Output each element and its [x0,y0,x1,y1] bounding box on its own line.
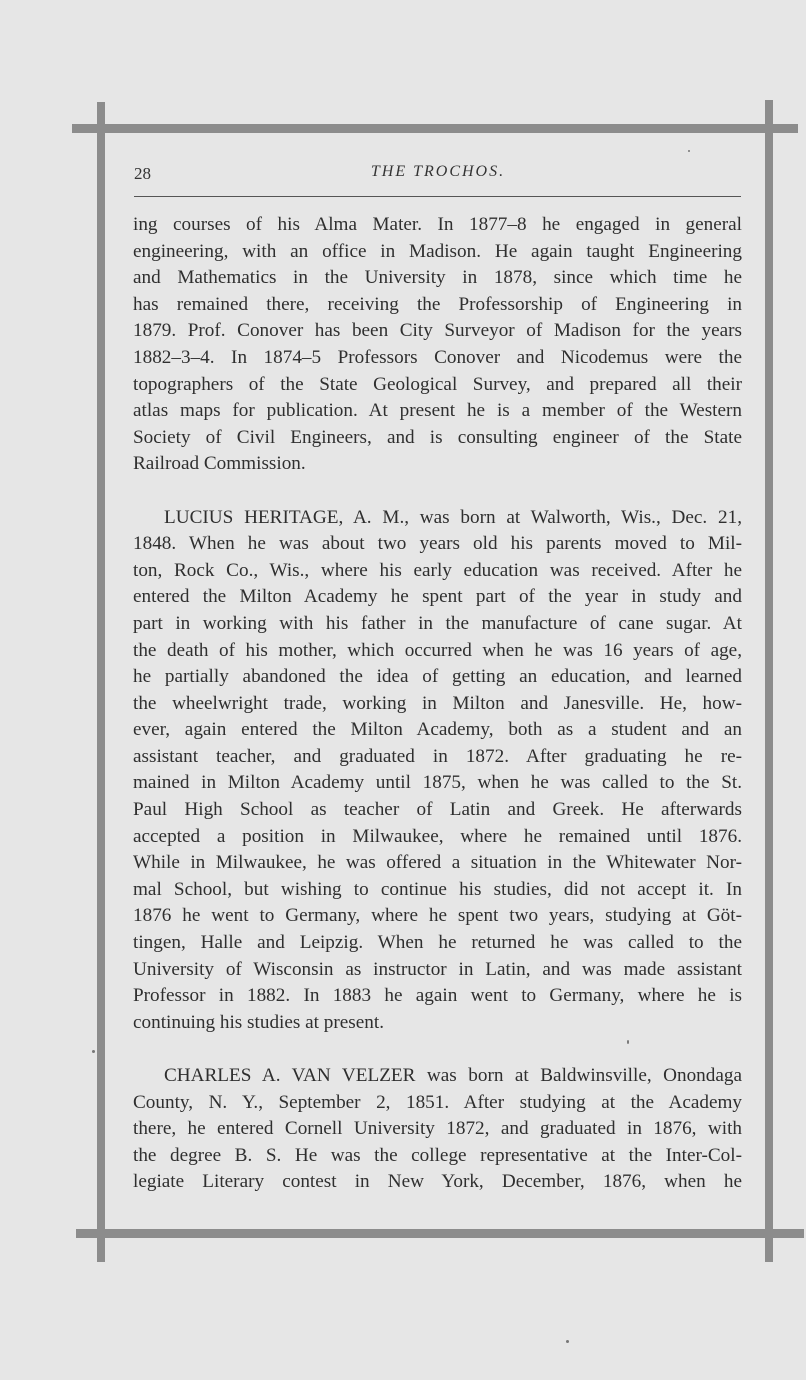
paragraph-van-velzer [133,1063,742,1196]
text-line: legiate Literary contest in New York, December, 1876, when he [133,1171,742,1193]
ink-speck [627,1040,629,1044]
top-border-rule [72,124,798,133]
text-line: LUCIUS HERITAGE, A. M., was born at Walworth, Wis., Dec. 21, [164,506,742,528]
header-rule [134,196,741,197]
left-border-rule [97,102,105,1262]
text-line: and Mathematics in the University in 1878, since which time he [133,267,742,289]
text-line: Professor in 1882. In 1883 he again went to Germany, where he is [133,985,742,1007]
text-line: the death of his mother, which occurred when he was 16 years of age, [133,639,742,661]
right-border-rule [765,100,773,1262]
paragraph-conover [133,212,742,478]
paragraph-heritage [133,505,742,1037]
running-title: THE TROCHOS. [370,163,506,180]
text-line: 1882–3–4. In 1874–5 Professors Conover and Nicodemus were the [133,346,742,368]
ink-speck [566,1340,569,1343]
text-line: Paul High School as teacher of Latin and Greek. He afterwards [133,799,742,821]
text-line: 1879. Prof. Conover has been City Surveyor of Madison for the years [133,320,742,342]
text-line: continuing his studies at present. [133,1011,385,1033]
text-line: CHARLES A. VAN VELZER was born at Baldwinsville, Onondaga [164,1065,742,1086]
text-line: there, he entered Cornell University 1872, and graduated in 1876, with [133,1118,742,1140]
text-line: engineering, with an office in Madison. He again taught Engineering [133,240,742,262]
ink-speck [92,1050,95,1053]
paragraph-gap [133,478,742,505]
text-line: University of Wisconsin as instructor in Latin, and was made assistant [133,958,742,980]
text-line: Railroad Commission. [133,453,306,475]
text-line: mained in Milton Academy until 1875, when he was called to the St. [133,772,742,794]
text-line: ing courses of his Alma Mater. In 1877–8 he engaged in general [133,214,742,235]
text-line: has remained there, receiving the Professorship of Engineering in [133,293,742,315]
text-line: the degree B. S. He was the college representative at the Inter-Col- [133,1144,742,1166]
text-line: he partially abandoned the idea of getting an education, and learned [133,666,742,688]
text-line: accepted a position in Milwaukee, where he remained until 1876. [133,825,742,847]
ink-speck [688,150,690,152]
text-line: mal School, but wishing to continue his studies, did not accept it. In [133,878,742,900]
text-line: part in working with his father in the manufacture of cane sugar. At [133,612,742,634]
text-line: assistant teacher, and graduated in 1872. After graduating he re- [133,745,742,767]
text-line: topographers of the State Geological Survey, and prepared all their [133,373,742,395]
text-line: 1848. When he was about two years old his parents moved to Mil- [133,533,742,555]
text-line: ton, Rock Co., Wis., where his early education was received. After he [133,559,742,581]
text-line: ever, again entered the Milton Academy, both as a student and an [133,719,742,741]
text-line: While in Milwaukee, he was offered a situation in the Whitewater Nor- [133,852,742,874]
text-line: 1876 he went to Germany, where he spent two years, studying at Göt- [133,905,742,927]
body-text [133,212,742,1196]
text-line: entered the Milton Academy he spent part of the year in study and [133,586,742,608]
text-line: the wheelwright trade, working in Milton and Janesville. He, how- [133,692,742,714]
page-number: 28 [134,164,151,183]
text-line: Society of Civil Engineers, and is consulting engineer of the State [133,426,742,448]
text-line: atlas maps for publication. At present he is a member of the Western [133,400,742,422]
text-line: tingen, Halle and Leipzig. When he returned he was called to the [133,932,742,954]
text-line: County, N. Y., September 2, 1851. After studying at the Academy [133,1091,742,1113]
page-header [134,160,742,190]
paragraph-gap [133,1036,742,1063]
bottom-border-rule [76,1229,804,1238]
